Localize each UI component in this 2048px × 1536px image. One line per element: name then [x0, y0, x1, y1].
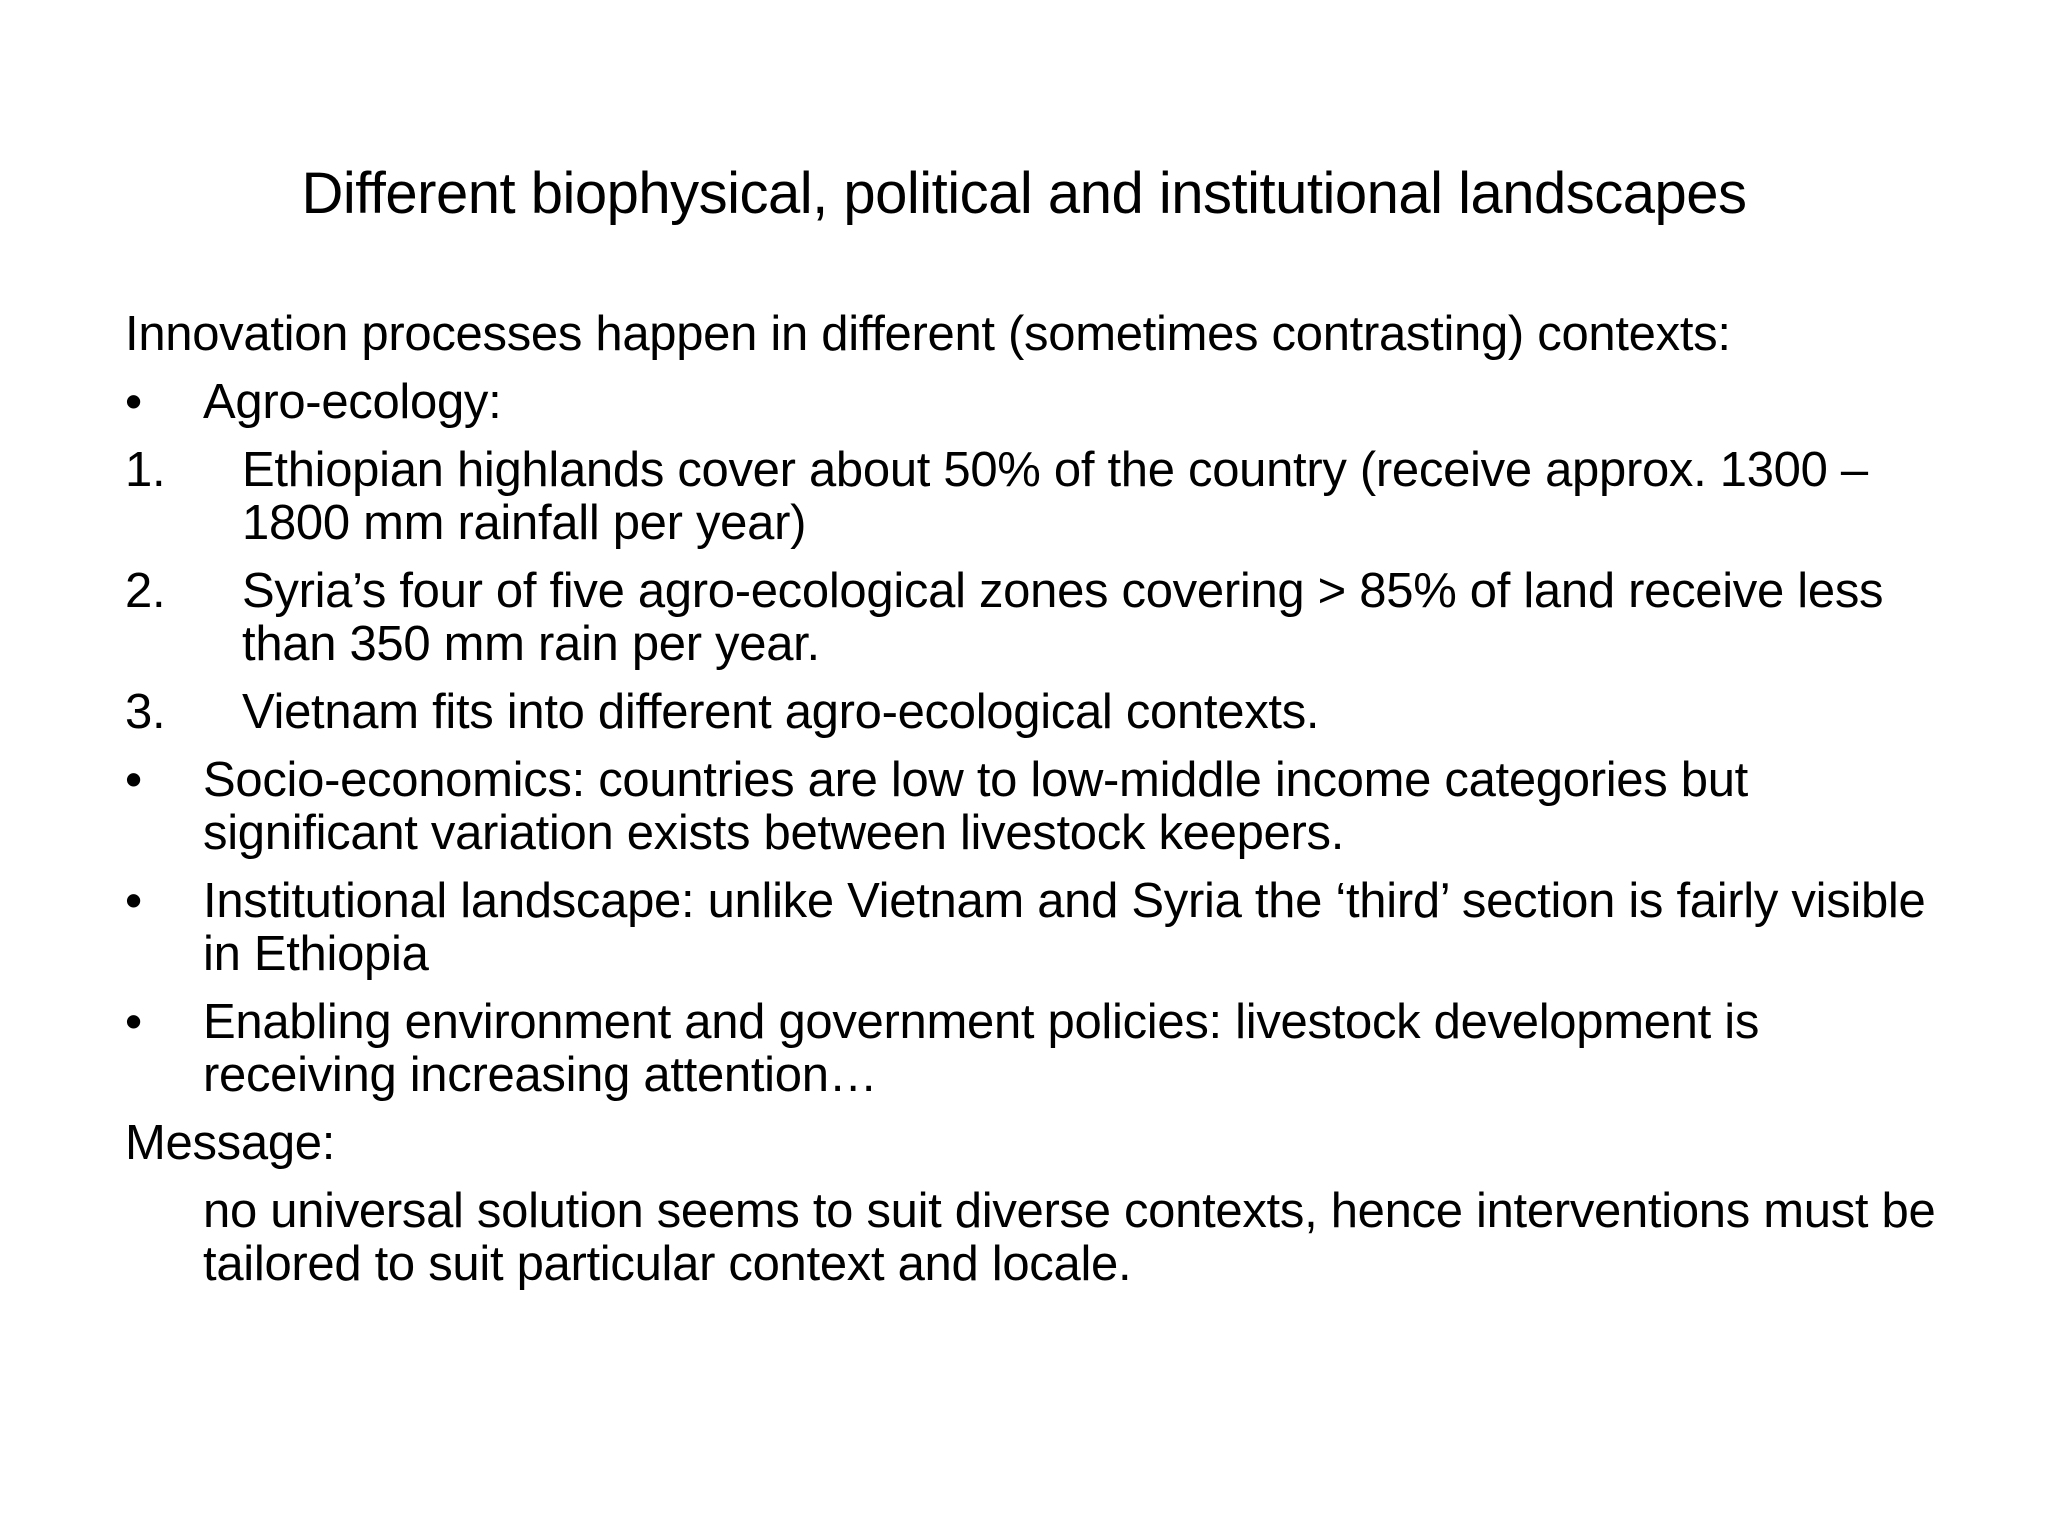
bullet-text: Institutional landscape: unlike Vietnam and Syria the ‘third’ section is fairly visible in Ethiopia [203, 874, 1926, 981]
bullet-text: Enabling environment and government policies: livestock development is receiving increasing attention… [203, 995, 1760, 1102]
bullet-text: Socio-economics: countries are low to low-middle income categories but significant variation exists between livestock keepers. [203, 753, 1748, 860]
item-text: Ethiopian highlands cover about 50% of the country (receive approx. 1300 – 1800 mm rainfall per year) [242, 443, 1868, 550]
bullet-icon: • [125, 995, 142, 1049]
item-text: Syria’s four of five agro-ecological zones covering > 85% of land receive less than 350 mm rain per year. [242, 564, 1884, 671]
bullet-icon: • [125, 753, 142, 807]
message-text: no universal solution seems to suit diverse contexts, hence interventions must be tailored to suit particular context and locale. [203, 1184, 1936, 1291]
item-number: 3. [125, 685, 166, 739]
bullet-agro-ecology [125, 376, 1965, 429]
message-label: Message: [125, 1116, 336, 1170]
slide-body [125, 308, 1965, 1291]
item-number: 1. [125, 443, 166, 497]
bullet-text: Agro-ecology: [203, 375, 502, 429]
bullet-icon: • [125, 375, 142, 429]
slide-title: Different biophysical, political and institutional landscapes [301, 161, 1747, 226]
intro-text: Innovation processes happen in different (sometimes contrasting) contexts: [125, 307, 1731, 361]
bullet-enabling-environment [125, 996, 1965, 1102]
bullet-icon: • [125, 874, 142, 928]
numbered-item-2 [125, 565, 1965, 671]
numbered-item-3 [125, 686, 1965, 739]
item-number: 2. [125, 564, 166, 618]
item-text: Vietnam fits into different agro-ecological contexts. [242, 685, 1320, 739]
bullet-socio-economics [125, 754, 1965, 860]
bullet-institutional-landscape [125, 875, 1965, 981]
numbered-item-1 [125, 444, 1965, 550]
